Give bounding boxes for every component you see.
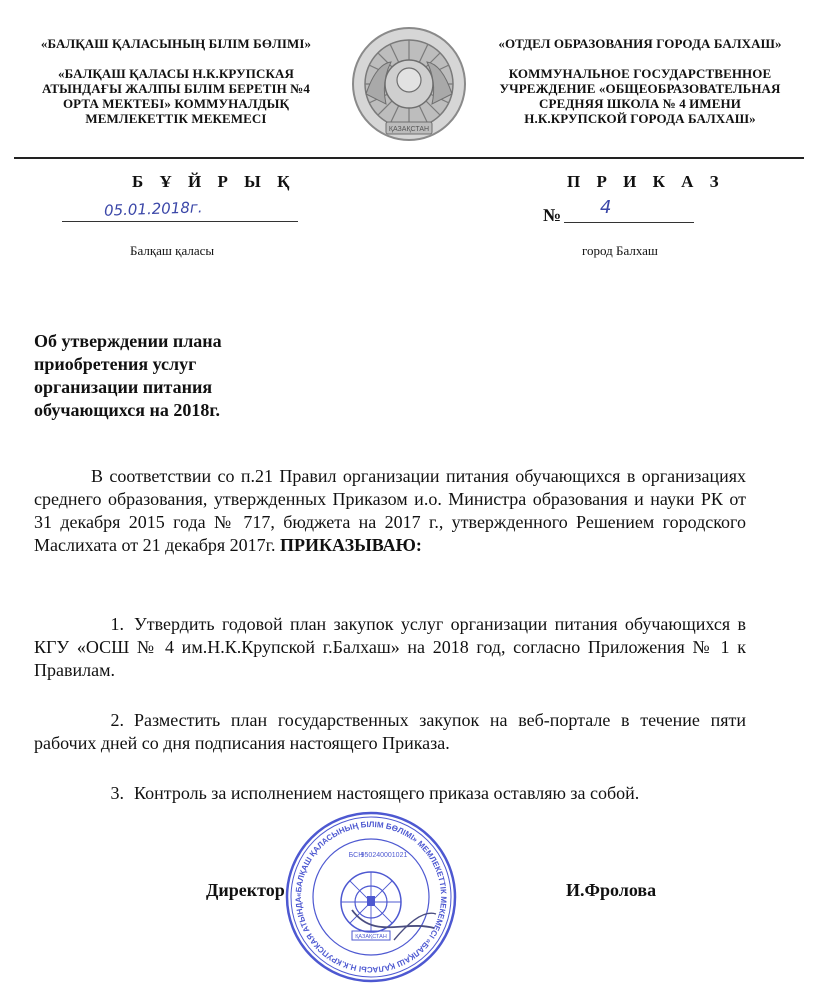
header-right-org-full: КОММУНАЛЬНОЕ ГОСУДАРСТВЕННОЕ УЧРЕЖДЕНИЕ «ОБЩЕОБРАЗОВАТЕЛЬНАЯ СРЕДНЯЯ ШКОЛА № 4 ИМЕНИ Н.К.КРУПСКОЙ ГОРОДА БАЛХАШ» <box>499 66 781 126</box>
order-item-3: 3. Контроль за исполнением настоящего приказа оставляю за собой. <box>110 783 640 803</box>
order-date: 05.01.2018г. <box>103 198 203 220</box>
order-item-1: 1. Утвердить годовой план закупок услуг организации питания обучающихся в КГУ «ОСШ № 4 им.Н.К.Крупской г.Балхаш» на 2018 год, согласно Приложения № 1 к Правилам. <box>34 614 746 680</box>
stamp-bin: 950240001021 <box>360 852 408 859</box>
signature-position: Директор <box>206 880 285 900</box>
order-title-kz: Б Ұ Й Р Ы Қ <box>132 172 296 191</box>
stamp-bin-label: БСН <box>348 852 364 859</box>
number-underline <box>564 222 694 223</box>
header-left-org-short: «БАЛҚАШ ҚАЛАСЫНЫҢ БІЛІМ БӨЛІМІ» <box>40 36 312 51</box>
order-item-2: 2. Разместить план государственных закупок на веб-портале в течение пяти рабочих дней со дня подписания настоящего Приказа. <box>34 710 746 753</box>
header-right-org-short: «ОТДЕЛ ОБРАЗОВАНИЯ ГОРОДА БАЛХАШ» <box>498 36 782 51</box>
date-underline <box>62 221 298 222</box>
order-number-label: № <box>543 205 562 225</box>
signature-name: И.Фролова <box>566 880 657 900</box>
state-emblem-icon <box>346 24 472 144</box>
stamp-ring-text: «БАЛҚАШ ҚАЛАСЫНЫҢ БІЛІМ БӨЛІМІ» МЕМЛЕКЕТТІК МЕКЕМЕСІ «БАЛҚАШ ҚАЛАСЫ Н.К.КРУПСКАЯ АТЫНДА <box>293 819 449 975</box>
city-ru: город Балхаш <box>582 243 658 258</box>
city-kz: Балқаш қаласы <box>130 243 215 258</box>
official-stamp <box>284 810 458 984</box>
header-divider <box>14 157 804 159</box>
emblem-label: ҚАЗАҚСТАН <box>388 126 430 133</box>
order-subject: Об утверждении плана приобретения услуг организации питания обучающихся на 2018г. <box>34 331 222 420</box>
order-title-ru: П Р И К А З <box>567 172 725 191</box>
preamble-paragraph: В соответствии со п.21 Правил организации питания обучающихся в организациях среднего образования, утвержденных Приказом и.о. Министра образования и науки РК от 31 декабря 2015 года № 717, бюджета на 2017 г., утвержденного Решением городского Маслихата от 21 декабря 2017г. ПРИКАЗЫВАЮ: <box>34 466 746 555</box>
order-keyword: ПРИКАЗЫВАЮ: <box>280 535 422 555</box>
stamp-emblem-icon <box>341 872 401 940</box>
header-left-org-full: «БАЛҚАШ ҚАЛАСЫ Н.К.КРУПСКАЯ АТЫНДАҒЫ ЖАЛПЫ БІЛІМ БЕРЕТІН №4 ОРТА МЕКТЕБІ» КОММУНАЛДЫҚ МЕМЛЕКЕТТІК МЕКЕМЕСІ <box>41 66 311 126</box>
stamp-emblem-label: ҚАЗАҚСТАН <box>355 934 387 940</box>
order-number: 4 <box>600 197 612 218</box>
